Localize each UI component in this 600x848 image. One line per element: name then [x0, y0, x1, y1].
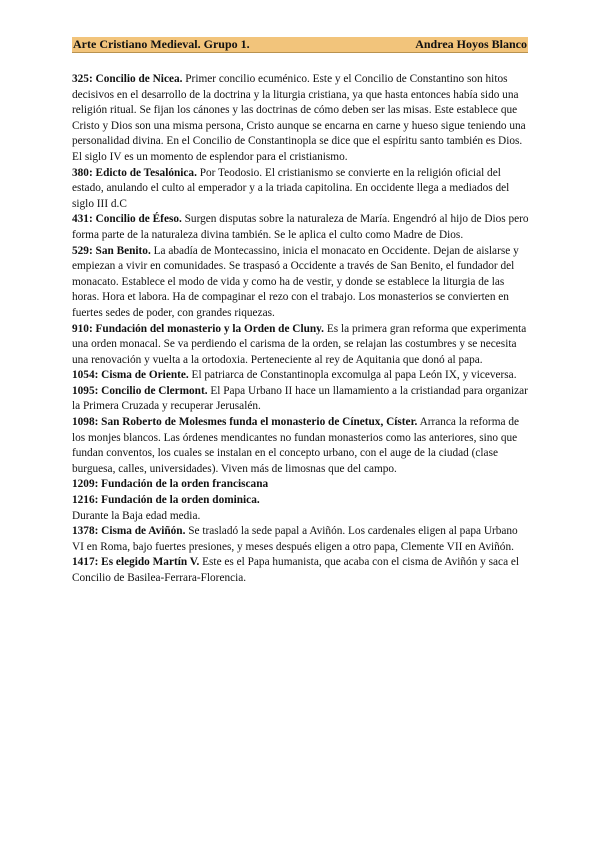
entry-text: La abadía de Montecassino, inicia el monacato en Occidente. Dejan de aislarse y empiezan a vivir en comunidades. Se traspasó a Occidente a través de San Benito, el fundador del monacato. Establece el modo de vida y como ha de vestir, y donde se establece la liturgia de las horas. Hora et labora. Ha de compaginar el rezo con el trabajo. Los monasterios se convierten en fuertes sedes de poder, con grandes riquezas.: [72, 244, 519, 319]
entry-text: El siglo IV es un momento de esplendor para el cristianismo.: [72, 150, 348, 163]
paragraph-1216: [72, 493, 530, 509]
paragraph-1098: [72, 415, 530, 477]
paragraph-529: [72, 244, 530, 322]
document-body: [72, 72, 530, 587]
entry-heading: 380: Edicto de Tesalónica.: [72, 166, 197, 179]
entry-heading: 529: San Benito.: [72, 244, 151, 257]
entry-text: Arranca la reforma de los monjes blancos. Las órdenes mendicantes no fundan monasterios como las anteriores, sino que fundan conventos, los cuales se instalan en el concepto urbano, con el auge de la ciudad (clase burguesa, calles, universidades). Viven más de limosnas que del campo.: [72, 416, 519, 475]
entry-heading: 325: Concilio de Nicea.: [72, 73, 183, 85]
page-header: [72, 37, 528, 53]
entry-text: El Papa Urbano II hace un llamamiento a la cristiandad para organizar la Primera Cruzada y recuperar Jerusalén.: [72, 384, 528, 413]
header-title: Arte Cristiano Medieval. Grupo 1.: [73, 37, 250, 51]
paragraph-431: [72, 212, 530, 243]
entry-text: Por Teodosio. El cristianismo se convierte en la religión oficial del estado, anulando el culto al emperador y a la triada capitolina. En occidente llega a mediados del siglo III d.C: [72, 166, 510, 210]
entry-heading: 1098: San Roberto de Molesmes funda el monasterio de Cínetux, Císter.: [72, 416, 418, 429]
entry-text: Es la primera gran reforma que experimenta una orden monacal. Se va perdiendo el carisma de la orden, se relajan las costumbres y se necesita una renovación y vuelta a la ortodoxia. Perteneciente al rey de Aquitania que donó al papa.: [72, 322, 527, 366]
paragraph-380: [72, 166, 530, 213]
paragraph-325: [72, 72, 530, 150]
entry-heading: 431: Concilio de Éfeso.: [72, 213, 182, 226]
entry-text: Se trasladó la sede papal a Aviñón. Los cardenales eligen al papa Urbano VI en Roma, bajo fuertes presiones, y meses después eligen a otro papa, Clemente VII en Aviñón.: [72, 525, 518, 553]
entry-text: El patriarca de Constantinopla excomulga al papa León IX, y viceversa.: [188, 369, 517, 382]
entry-heading: 1216: Fundación de la orden dominica.: [72, 494, 260, 507]
entry-heading: 1209: Fundación de la orden franciscana: [72, 478, 269, 491]
entry-text: Este es el Papa humanista, que acaba con el cisma de Aviñón y saca el Concilio de Basilea-Ferrara-Florencia.: [72, 556, 520, 584]
entry-text: Primer concilio ecuménico. Este y el Concilio de Constantino son hitos decisivos en el desarrollo de la doctrina y la liturgia cristiana, ya que hasta entonces había sido una religión ritual. Se fijan los cánones y las doctrinas de cómo deben ser las misas. Este establece que Cristo y Dios son una misma persona, Cristo aunque se encarna en carne y hueso sigue teniendo una personalidad divina. En el Concilio de Constantinopla se dice que el espíritu santo también es Dios.: [72, 73, 526, 148]
paragraph-1095: [72, 384, 530, 415]
paragraph-baja-edad-media: [72, 509, 530, 525]
paragraph-1054: [72, 368, 530, 384]
entry-heading: 1054: Cisma de Oriente.: [72, 369, 189, 382]
paragraph-1378: [72, 524, 530, 555]
paragraph-siglo-iv: [72, 150, 530, 166]
paragraph-910: [72, 322, 530, 369]
entry-heading: 1417: Es elegido Martín V.: [72, 556, 200, 569]
paragraph-1209: [72, 477, 530, 493]
paragraph-1417: [72, 555, 530, 586]
entry-heading: 910: Fundación del monasterio y la Orden de Cluny.: [72, 322, 325, 335]
entry-heading: 1095: Concilio de Clermont.: [72, 384, 208, 397]
entry-text: Surgen disputas sobre la naturaleza de María. Engendró al hijo de Dios pero forma parte de la naturaleza divina también. Se le aplica el culto como Madre de Dios.: [72, 213, 529, 241]
entry-text: Durante la Baja edad media.: [72, 509, 201, 522]
entry-heading: 1378: Cisma de Aviñón.: [72, 525, 186, 538]
header-author: Andrea Hoyos Blanco: [415, 37, 527, 51]
